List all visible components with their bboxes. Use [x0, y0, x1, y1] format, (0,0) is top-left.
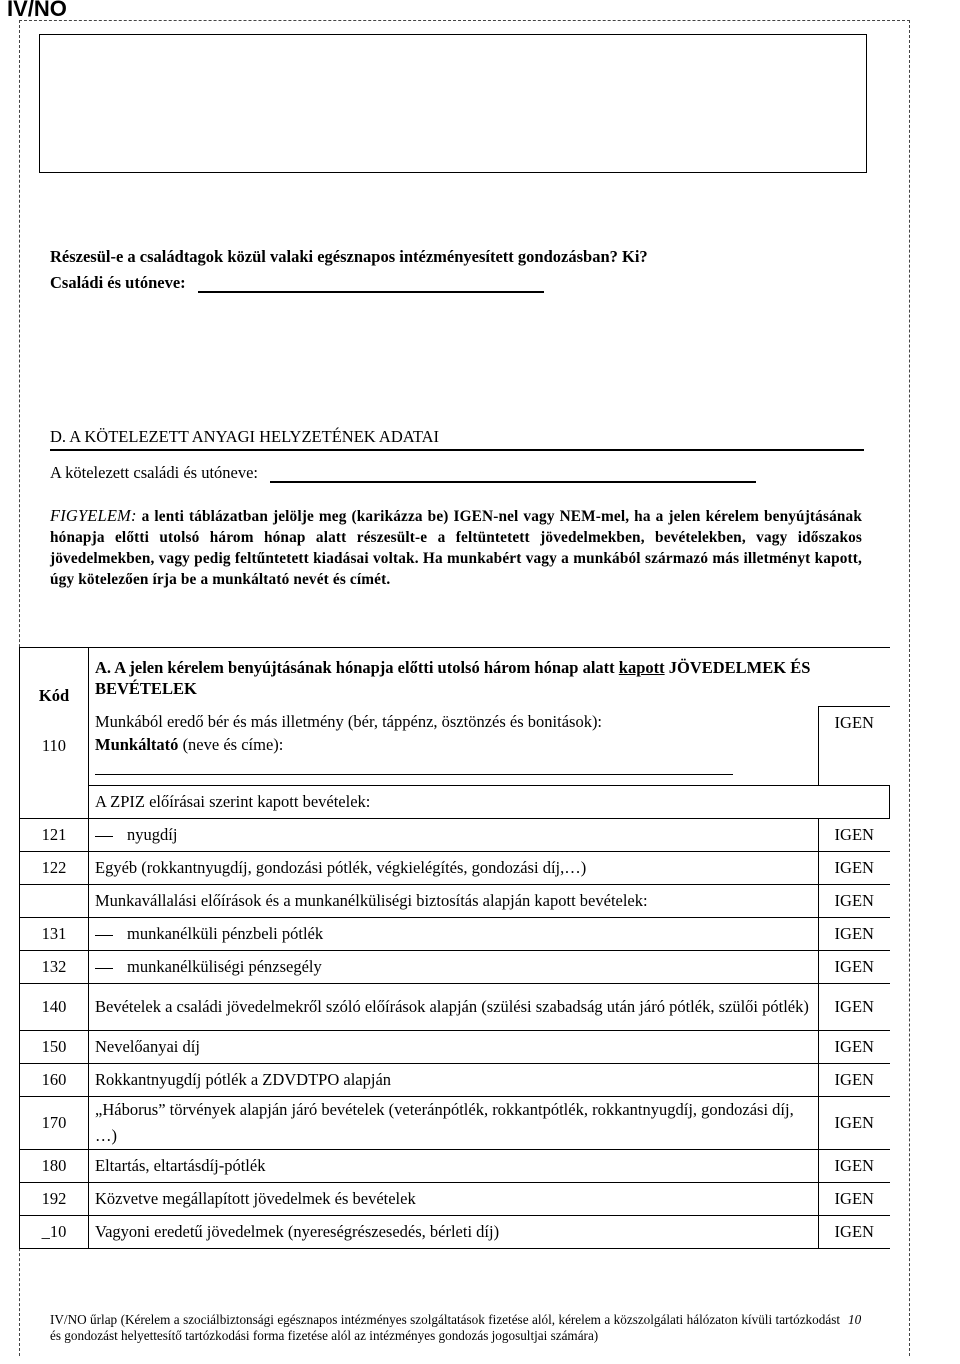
igen-option[interactable]: IGEN — [819, 852, 890, 885]
empty-notes-box — [39, 34, 867, 173]
table-row — [20, 918, 890, 951]
zpiz-label: A ZPIZ előírásai szerint kapott bevételek: — [89, 786, 890, 819]
employer-label-rest: (neve és címe): — [178, 735, 284, 754]
form-title: IV/NO — [7, 0, 67, 21]
section-a-heading-underlined: kapott — [618, 658, 665, 677]
table-row — [20, 885, 890, 918]
igen-option[interactable]: IGEN — [819, 819, 890, 852]
row-description — [89, 852, 819, 885]
row-code: 160 — [20, 1064, 89, 1097]
row-code: 170 — [20, 1097, 89, 1150]
row-description — [89, 1031, 819, 1064]
row-code — [20, 885, 89, 918]
igen-option[interactable]: IGEN — [819, 1097, 890, 1150]
row-description — [89, 984, 819, 1031]
row-description — [89, 1150, 819, 1183]
table-row — [20, 1183, 890, 1216]
row-code: 122 — [20, 852, 89, 885]
table-row — [20, 951, 890, 984]
row-code: 192 — [20, 1183, 89, 1216]
table-row — [20, 1097, 890, 1150]
row-description — [89, 885, 819, 918]
question-line-2 — [50, 273, 544, 293]
section-a-heading-prefix: A. A jelen kérelem benyújtásának hónapja előtti utolsó három hónap alatt — [95, 658, 619, 677]
employer-label: Munkáltató — [95, 735, 179, 754]
igen-option[interactable]: IGEN — [819, 1216, 890, 1249]
igen-option[interactable]: IGEN — [819, 984, 890, 1031]
row-label: Közvetve megállapított jövedelmek és bevételek — [95, 1189, 416, 1208]
employer-input-line[interactable] — [95, 756, 733, 775]
obligor-name-label: A kötelezett családi és utóneve: — [50, 463, 259, 482]
row-code: 121 — [20, 819, 89, 852]
figyelem-notice — [50, 505, 862, 590]
row-description — [89, 951, 819, 984]
row-code: 131 — [20, 918, 89, 951]
igen-option[interactable]: IGEN — [819, 1183, 890, 1216]
row-code: 180 — [20, 1150, 89, 1183]
row-label: Eltartás, eltartásdíj-pótlék — [95, 1156, 266, 1175]
kod-header: Kód — [20, 648, 89, 707]
row-description — [89, 1097, 819, 1150]
figyelem-label: FIGYELEM: — [50, 506, 137, 525]
table-row — [20, 1031, 890, 1064]
row-label: nyugdíj — [127, 825, 178, 844]
row-label: munkanélküli pénzbeli pótlék — [127, 924, 324, 943]
row-label: Munkavállalási előírások és a munkanélküliségi biztosítás alapján kapott bevételek: — [95, 891, 648, 910]
table-row — [20, 984, 890, 1031]
obligor-name-input-line[interactable] — [270, 467, 756, 483]
obligor-name-row — [50, 463, 756, 483]
row-label: Bevételek a családi jövedelmekről szóló előírások alapján (szülési szabadság után járó pótlék, szülői pótlék) — [95, 997, 809, 1016]
family-name-input-line[interactable] — [198, 277, 544, 293]
igen-option[interactable]: IGEN — [819, 951, 890, 984]
row-110-igen[interactable]: IGEN — [819, 706, 890, 786]
row-label: Nevelőanyai díj — [95, 1037, 200, 1056]
row-110-code: 110 — [20, 706, 89, 819]
row-description — [89, 918, 819, 951]
igen-option[interactable]: IGEN — [819, 1064, 890, 1097]
table-row — [20, 1216, 890, 1249]
row-code: _10 — [20, 1216, 89, 1249]
igen-option[interactable]: IGEN — [819, 885, 890, 918]
footer-text: IV/NO űrlap (Kérelem a szociálbiztonsági egésznapos intézményes szolgáltatások fizetése alól, kérelem a közszolgálati hálózaton kívüli tartózkodást és gondozást helyettesítő tartózkodási forma fizetése alól az intézményes gondozás jogosultjai számára) — [50, 1312, 840, 1343]
row-label: munkanélküliségi pénzsegély — [127, 957, 322, 976]
row-code: 140 — [20, 984, 89, 1031]
income-table — [19, 647, 890, 1249]
igen-option[interactable]: IGEN — [819, 918, 890, 951]
table-row — [20, 1150, 890, 1183]
row-code: 150 — [20, 1031, 89, 1064]
table-row — [20, 1064, 890, 1097]
row-label: Vagyoni eredetű jövedelmek (nyereségrészesedés, bérleti díj) — [95, 1222, 500, 1241]
question-line-1: Részesül-e a családtagok közül valaki egésznapos intézményesített gondozásban? Ki? — [50, 247, 648, 266]
page-number: 10 — [848, 1312, 862, 1327]
row-110-employer — [95, 733, 812, 756]
row-110-text — [89, 706, 819, 786]
table-row — [20, 852, 890, 885]
row-description — [89, 1064, 819, 1097]
row-label: „Háborus” törvények alapján járó bevételek (veteránpótlék, rokkantpótlék, rokkantnyugdíj, gondozási díj, …) — [95, 1100, 794, 1145]
question-name-label: Családi és utóneve: — [50, 273, 186, 292]
row-110-line1: Munkából eredő bér és más illetmény (bér, táppénz, ösztönzés és bonitások): — [95, 712, 603, 731]
section-a-heading-suffix: JÖVEDELMEK ÉS BEVÉTELEK — [95, 658, 811, 698]
dash-mark — [95, 836, 113, 837]
row-code: 132 — [20, 951, 89, 984]
row-description — [89, 1183, 819, 1216]
row-description — [89, 819, 819, 852]
section-a-heading — [89, 648, 890, 707]
row-label: Egyéb (rokkantnyugdíj, gondozási pótlék, végkielégítés, gondozási díj,…) — [95, 858, 587, 877]
dash-mark — [95, 935, 113, 936]
igen-option[interactable]: IGEN — [819, 1031, 890, 1064]
row-description — [89, 1216, 819, 1249]
section-d-heading: D. A KÖTELEZETT ANYAGI HELYZETÉNEK ADATAI — [50, 427, 864, 451]
dash-mark — [95, 968, 113, 969]
figyelem-text: a lenti táblázatban jelölje meg (karikázza be) IGEN-nel vagy NEM-mel, ha a jelen kérelem benyújtásának hónapja előtti utolsó három hónap alatt részesült-e a feltüntetett jövedelmekben, bevételekben, vagy időszakos jövedelmekben, vagy pedig feltűntetett kiadásai voltak. Ha munkabért vagy a munkából származó más illetményt kapott, úgy kötelezően írja be a munkáltató nevét és címét. — [50, 508, 862, 588]
row-label: Rokkantnyugdíj pótlék a ZDVDTPO alapján — [95, 1070, 392, 1089]
table-row — [20, 819, 890, 852]
igen-option[interactable]: IGEN — [819, 1150, 890, 1183]
